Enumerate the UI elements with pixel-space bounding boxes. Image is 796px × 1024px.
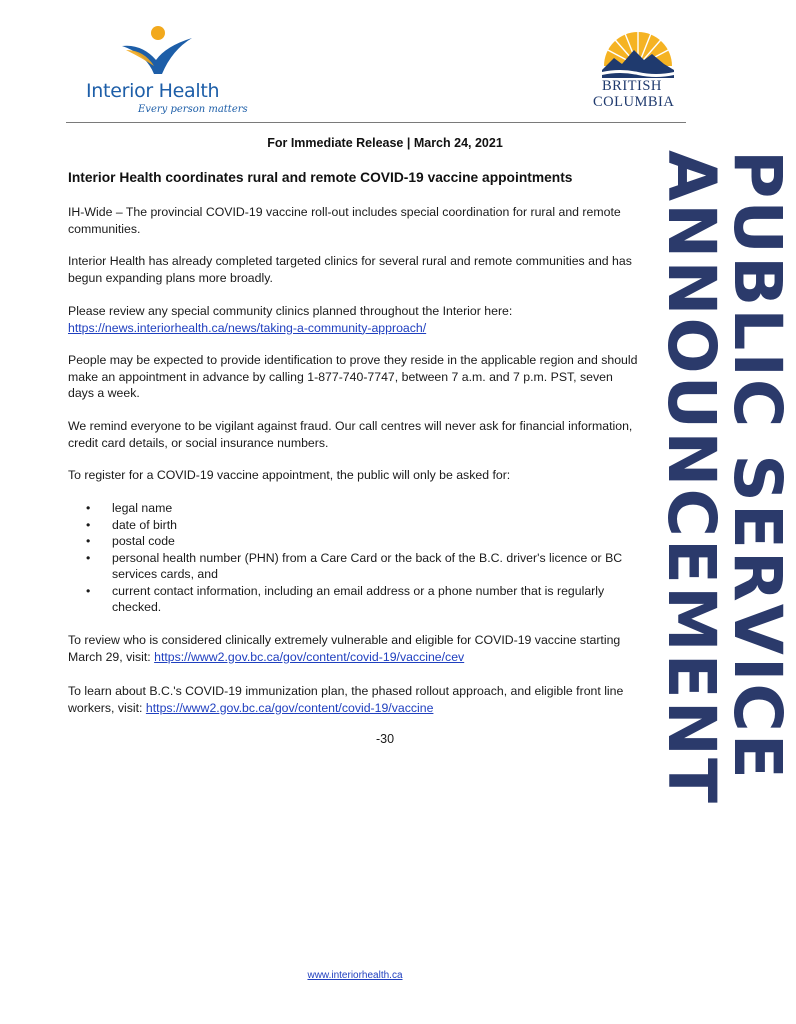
ih-logo-name: Interior Health: [86, 80, 220, 102]
paragraph-intro: IH-Wide – The provincial COVID-19 vaccine roll-out includes special coordination for rural and remote communities.: [68, 205, 621, 236]
paragraph-community-clinics-text: Please review any special community clinics planned throughout the Interior here:: [68, 304, 513, 318]
paragraph-identification: People may be expected to provide identification to prove they reside in the applicable region and should make an appointment in advance by calling 1-877-740-7747, between 7 a.m. and 7 p.m. PST, seven days a week.: [68, 353, 638, 400]
paragraph-clinically-vulnerable: [68, 632, 638, 665]
list-item: • postal code: [84, 533, 639, 550]
interior-health-logo: [82, 24, 248, 120]
community-approach-link[interactable]: https://news.interiorhealth.ca/news/taking-a-community-approach/: [68, 320, 427, 335]
list-item: • personal health number (PHN) from a Care Card or the back of the B.C. driver's licence or BC services cards, and: [84, 550, 639, 583]
banner-line2: ANNOUNCEMENT: [653, 150, 730, 806]
british-columbia-logo: [590, 22, 690, 114]
banner-line1: PUBLIC SERVICE: [719, 150, 796, 781]
headline: Interior Health coordinates rural and remote COVID-19 vaccine appointments: [68, 170, 573, 185]
public-service-announcement-banner: [653, 150, 796, 806]
vaccine-plan-link[interactable]: https://www2.gov.bc.ca/gov/content/covid-19/vaccine: [145, 700, 434, 715]
paragraph-community-clinics: [68, 303, 638, 336]
registration-requirements-list: [84, 500, 639, 616]
bc-sun-mountain-icon: [600, 22, 676, 78]
paragraph-immunization-plan: [68, 683, 638, 716]
cev-link[interactable]: https://www2.gov.bc.ca/gov/content/covid-19/vaccine/cev: [154, 649, 465, 664]
list-item: • date of birth: [84, 517, 639, 534]
end-of-release-mark: -30: [375, 732, 395, 746]
interior-health-person-icon: [116, 24, 196, 76]
bc-logo-line1: BRITISH: [602, 78, 662, 94]
paragraph-register-intro: To register for a COVID-19 vaccine appointment, the public will only be asked for:: [68, 468, 511, 482]
ih-logo-tagline: Every person matters: [138, 104, 248, 115]
paragraph-clinics: Interior Health has already completed targeted clinics for several rural and remote communities and has begun expanding plans more broadly.: [68, 254, 632, 285]
paragraph-immunization-plan-text: To learn about B.C.'s COVID-19 immunization plan, the phased rollout approach, and eligible front line workers, visit:: [68, 684, 624, 715]
footer-website-link[interactable]: www.interiorhealth.ca: [307, 970, 403, 981]
release-date-line: For Immediate Release | March 24, 2021: [267, 136, 503, 150]
header-divider: [66, 122, 686, 123]
paragraph-fraud-warning: We remind everyone to be vigilant against fraud. Our call centres will never ask for financial information, credit card details, or social insurance numbers.: [68, 419, 633, 450]
bc-logo-line2: COLUMBIA: [593, 94, 675, 110]
list-item: • current contact information, including an email address or a phone number that is regularly checked.: [84, 583, 639, 616]
paragraph-clinically-vulnerable-text: To review who is considered clinically extremely vulnerable and eligible for COVID-19 vaccine starting March 29, visit:: [68, 633, 621, 664]
list-item: • legal name: [84, 500, 639, 517]
